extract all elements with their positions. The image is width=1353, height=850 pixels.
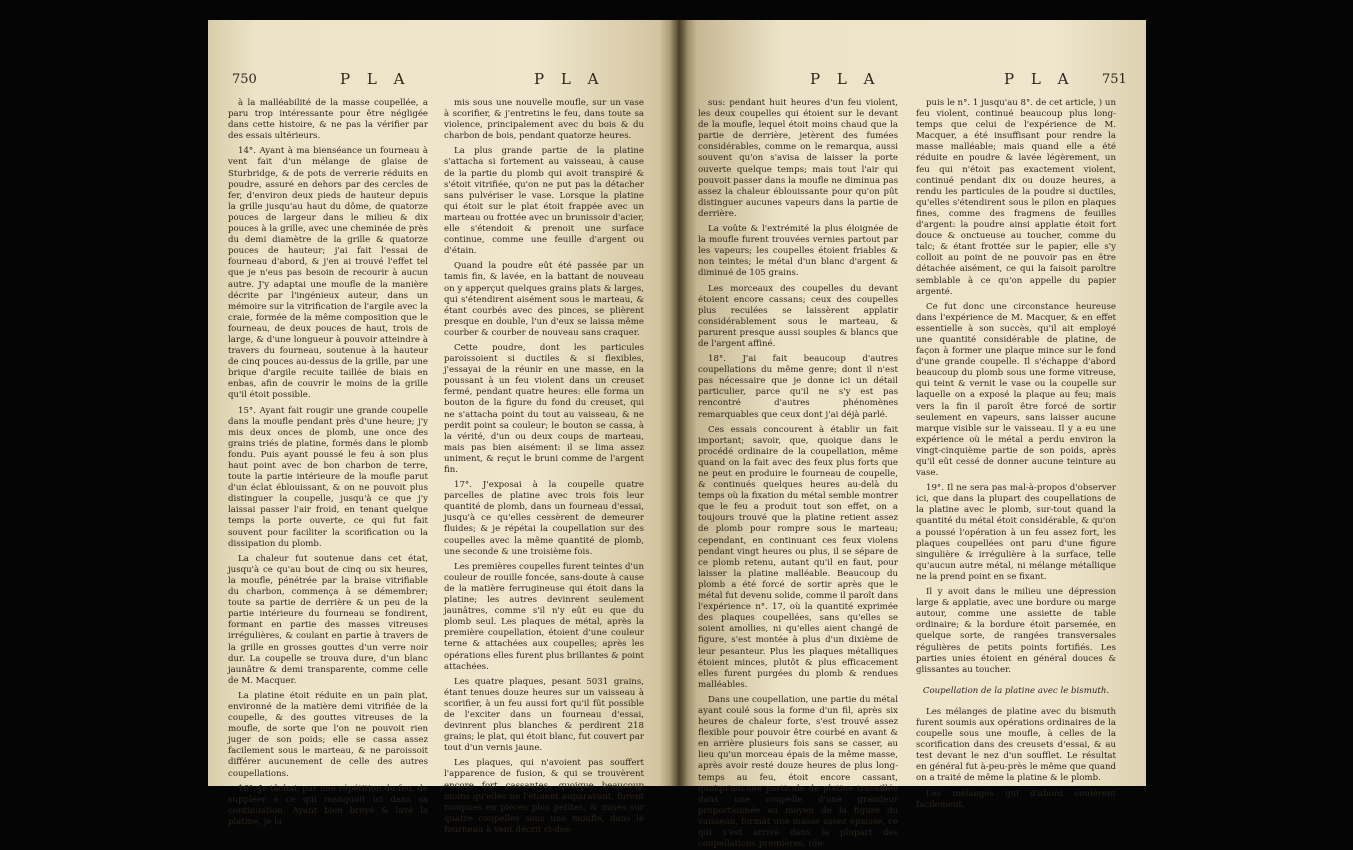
paragraph: mis sous une nouvelle moufle, sur un vase à scorifier, & j'entretins le feu, dans toute sa violence, principalement avec du bois & du charbon de bois, pendant quatorze heures. — [444, 98, 644, 142]
paragraph: Les plaques, qui n'avoient pas souffert l'apparence de fusion, & qui se trouvèrent encore fort cassantes, quoique beaucoup moins qu'elles ne l'étoient auparavant, furent rompues en pièces plus petites, & mises sur quatre coupelles sous une moufle, dans le fourneau à vent décrit ci-des- — [444, 758, 644, 835]
paragraph: Les morceaux des coupelles du devant étoient encore cassans; ceux des coupelles plus reculées se laissèrent applatir considérablement sous le marteau, & parurent presque aussi souples & blancs que de l'argent affiné. — [698, 283, 898, 349]
paragraph: Ce fut donc une circonstance heureuse dans l'expérience de M. Macquer, & en effet essentielle à son succès, qu'il ait employé une quantité considérable de platine, de façon à former une plaque mince sur le fond d'une grande coupelle. Il s'échappe d'abord beaucoup du plomb sous une forme vitreuse, qui teint & vernit le vase ou la coupelle sur laquelle on a exposé la plaque au feu; mais vers la fin il paroît être forcé de sortir seulement en vapeurs, sans laisser aucune marque visible sur le vaisseau. Il y a eu une expérience où le métal a perdu environ la vingt-cinquième partie de son poids, après qu'il eût cessé de donner aucune teinture au vase. — [916, 301, 1116, 479]
paragraph: à la malléabilité de la masse coupellée, a paru trop intéressante pour être négligée dans cette histoire, & ne pas la vérifier par des essais ultérieurs. — [228, 98, 428, 142]
running-header: P L A — [1004, 70, 1075, 88]
paragraph: Les premières coupelles furent teintes d'un couleur de rouille foncée, sans-doute à cause de la matière ferrugineuse qui étoit dans la platine; les autres devinrent seulement jaunâtres, comme s'il n'y eût eu que du plomb seul. Les plaques de métal, après la première coupellation, étoient d'une couleur terne & attachées aux coupelles; après les opérations elles furent plus brillantes & point attachées. — [444, 561, 644, 672]
paragraph: Les mélanges de platine avec du bismuth furent soumis aux opérations ordinaires de la coupelle sous une moufle, à celles de la scorification dans des creusets d'essai, & au test devant le nez d'un soufflet. Le résultat en général fut à-peu-près le même que quand on a traité de même la platine & le plomb. — [916, 706, 1116, 784]
paragraph: La chaleur fut soutenue dans cet état, jusqu'à ce qu'au bout de cinq ou six heures, la moufle, pénétrée par la braise vitrifiable du charbon, commença à se démembrer; toute sa partie de derrière & un peu de la partie intérieure du fourneau se fondirent, formant en partie des masses vitreuses irrégulières, & coulant en partie à travers de la grille en grosses gouttes d'un verre noir dur. La coupelle se trouva dure, d'un blanc jaunâtre & demi transparente, comme celle de M. Macquer. — [228, 553, 428, 686]
text-column — [444, 98, 644, 835]
paragraph: Les quatre plaques, pesant 5031 grains, étant tenues douze heures sur un vaisseau à scorifier, à un feu aussi fort qu'il fût possible de l'exciter dans un fourneau d'essai, devinrent plus blanches & perdirent 218 grains; le plat, qui étoit blanc, fut couvert par tout d'un vernis jaune. — [444, 676, 644, 754]
paragraph: Il y avoit dans le milieu une dépression large & applatie, avec une bordure ou marge autour, comme une assiette de table ordinaire; & la bordure étoit parsemée, en quelque sorte, de rangées transversales régulières de petits points fortifiés. Les parties unies étoient en général douces & glissantes au toucher. — [916, 587, 1116, 675]
paragraph: sus: pendant huit heures d'un feu violent, les deux coupelles qui étoient sur le devant de la moufle, lequel étoit moins chaud que la partie de derrière, jetèrent des fumées considérables, comme on le remarqua, aussi souvent qu'on s'avisa de laisser la porte ouverte quelque temps; mais tout l'air qui pouvoit passer dans la moufle ne diminua pas assez la chaleur éblouissante pour qu'on pût distinguer aucunes vapeurs dans la partie de derrière. — [698, 98, 898, 219]
paragraph: 19°. Il ne sera pas mal-à-propos d'observer ici, que dans la plupart des coupellations de la platine avec le plomb, sur-tout quand la quantité du métal étoit considérable, & qu'on a poussé l'opération à un feu assez fort, les plaques coupellées ont paru d'une figure singulière & irrégulière à la surface, telle qu'aucun autre métal, ni mélange métallique ne la prend point en se fixant. — [916, 483, 1116, 582]
paragraph: 16°. Je tâchai, par une répétition du feu, de suppléer à ce qui manquoit ici dans sa continuation. Ayant bien broyé & lavé la platine, je la — [228, 783, 428, 827]
right-page — [678, 20, 1146, 850]
text-column — [228, 98, 428, 827]
running-header: P L A — [810, 70, 881, 88]
paragraph: 14°. Ayant à ma bienséance un fourneau à vent fait d'un mélange de glaise de Sturbridge, & de pots de verrerie réduits en poudre, assuré en dehors par des cercles de fer, d'environ deux pieds de hauteur depuis la grille jusqu'au haut du dôme, de quatorze pouces de largeur dans le milieu & dix pouces à la grille, avec une cheminée de près du demi diamètre de la grille & quatorze pouces de hauteur; j'ai fait l'essai de fourneau d'abord, & j'en ai trouvé l'effet tel que je n'eus pas besoin de recourir à aucun autre. J'y adaptai une moufle de la manière décrite par l'ingénieux auteur, dans un mémoire sur la vitrification de l'argile avec la craie, formée de la même composition que le fourneau, de deux pouces de haut, trois de large, & d'une longueur à pouvoir atteindre à travers du fourneau, soutenue à la hauteur de cinq pouces au-dessus de la grille, par une brique d'argile recuite taillée de biais en enbas, afin de couvrir le moins de la grille qu'il étoit possible. — [228, 146, 428, 401]
section-title: Coupellation de la platine avec le bismuth. — [922, 685, 1110, 696]
paragraph: puis le n°. 1 jusqu'au 8°. de cet article, ) un feu violent, continué beaucoup plus long-temps que celui de l'expérience de M. Macquer, a été insuffisant pour rendre la masse malléable; mais quand elle a été réduite en poudre & lavée légèrement, un feu qui n'étoit pas exactement violent, continué pendant dix ou douze heures, a rendu les particules de la poudre si ductiles, qu'elles s'étendirent sous le pilon en plaques fines, comme des fragmens de feuilles d'argent: la poudre ainsi applatie étoit fort douce & onctueuse au toucher, comme du talc; & étant frottée sur le papier, elle s'y colloit au point de ne pouvoir pas en être détachée aisément, ce qui la faisoit paroître semblable à ce qu'on appelle du papier argenté. — [916, 98, 1116, 297]
paragraph: Quand la poudre eût été passée par un tamis fin, & lavée, en la battant de nouveau on y apperçut quelques grains plats & larges, qui s'étendirent aisément sous le marteau, & étant courbés avec des pinces, se plièrent presque en double, l'un d'eux se laissa même courber & courber de nouveau sans craquer. — [444, 261, 644, 338]
book-gutter — [670, 20, 688, 786]
paragraph: 15°. Ayant fait rougir une grande coupelle dans la moufle pendant près d'une heure; j'y mis deux onces de plomb, une once des grains triés de platine, formés dans le plomb fondu. Puis ayant poussé le feu à son plus haut point avec de bon charbon de terre, toute la partie intérieure de la moufle parut d'un éclat éblouissant, & on ne pouvoit plus distinguer la coupelle, jusqu'à ce que j'y laissai passer l'air froid, en tenant quelque temps la porte ouverte, ce qui fut fait souvent pour faciliter la scorification ou la dissipation du plomb. — [228, 405, 428, 549]
paragraph: Cette poudre, dont les particules paroissoient si ductiles & si flexibles, j'essayai de la réunir en une masse, en la poussant à un feu violent dans un creuset fermé, pendant quatre heures: elle forma un bouton de la figure du fond du creuset, qui ne s'attacha point du tout au vaisseau, & ne perdit point sa couleur; le bouton se cassa, à la vérité, d'un ou deux coups de marteau, mais pas bien aisément: il se lima assez uniment, & reçut le bruni comme de l'argent fin. — [444, 342, 644, 475]
page-number: 751 — [1102, 72, 1127, 87]
paragraph: Dans une coupellation, une partie du métal ayant coulé sous la forme d'un fil, après six heures de chaleur forte, s'est trouvé assez flexible pour pouvoir être courbé en avant & en arrière plusieurs fois sans se casser, au lieu qu'un morceau épais de la même masse, après avoir resté douze heures de plus long-temps au feu, étoit encore cassant, quoiqu'aucune particule de platine travaillée dans une coupelle d'une grandeur proportionnée au moyen de la figure du vaisseau, formât une masse assez épaisse, ce qui s'est arrivé dans la plupart des coupellations premières, (de- — [698, 694, 898, 850]
paragraph: Les mélanges qui d'abord coulèrent facilement, — [916, 788, 1116, 810]
paragraph: La plus grande partie de la platine s'attacha si fortement au vaisseau, à cause de la partie du plomb qui avoit transpiré & s'étoit vitrifiée, qu'on ne put pas la détacher sans pulvériser le vase. Lorsque la platine qui étoit sur le plat étoit frappée avec un marteau ou frottée avec un brunissoir d'acier, elle s'étendoit & prenoit une surface continue, comme une feuille d'argent ou d'étain. — [444, 146, 644, 257]
running-header: P L A — [340, 70, 411, 88]
paragraph: Ces essais concourent à établir un fait important; savoir, que, quoique dans le procédé ordinaire de la coupellation, même quand on la fait avec des feux plus forts que ne peut en produire le fourneau de coupelle, & continués quelques heures au-delà du temps où la fixation du métal semble montrer que le feu a produit tout son effet, on a toujours trouvé que la platine retient assez de plomb pour rompre sous le marteau; cependant, en continuant ces feux violens pendant vingt heures ou plus, il se sépare de ce plomb retenu, autant qu'il en faut, pour laisser la platine malléable. Beaucoup du plomb a été forcé de sortir après que le métal fut devenu solide, comme il paroît dans l'expérience n°. 17, où la quantité exprimée des plaques coupellées, sans qu'elles se soient amollies, ni qu'elles aient changé de figure, s'est montée à plus d'un dixième de leur pesanteur. Plus les plaques métalliques étoient minces, plutôt & plus efficacement elles furent purgées du plomb & rendues malléables. — [698, 424, 898, 690]
paragraph: La platine étoit réduite en un pain plat, environné de la matière demi vitrifiée de la coupelle, & des gouttes vitreuses de la moufle, de sorte que l'on ne pouvoit rien juger de son poids; elle se cassa assez facilement sous le marteau, & ne paroissoit différer aucunement de celle des autres coupellations. — [228, 690, 428, 779]
page-number: 750 — [232, 72, 257, 87]
paragraph: 18°. J'ai fait beaucoup d'autres coupellations du même genre; dont il n'est pas nécessaire que je donne ici un détail particulier, parce qu'il ne s'y est pas rencontré d'autres phénomènes remarquables que ceux dont j'ai déjà parlé. — [698, 354, 898, 420]
text-column — [698, 98, 898, 850]
paragraph: La voûte & l'extrémité la plus éloignée de la moufle furent trouvées vernies partout par les vapeurs; les coupelles étoient friables & non teintes; le métal d'un blanc d'argent & diminué de 105 grains. — [698, 224, 898, 279]
paragraph: 17°. J'exposai à la coupelle quatre parcelles de platine avec trois fois leur quantité de plomb, dans un fourneau d'essai, jusqu'à ce qu'elles cessèrent de demeurer fluides; & je répétai la coupellation sur des coupelles avec la même quantité de plomb, une seconde & une troisième fois. — [444, 480, 644, 557]
book-spread — [208, 20, 1146, 850]
text-column — [916, 98, 1116, 810]
running-header: P L A — [534, 70, 605, 88]
left-page — [208, 20, 678, 835]
